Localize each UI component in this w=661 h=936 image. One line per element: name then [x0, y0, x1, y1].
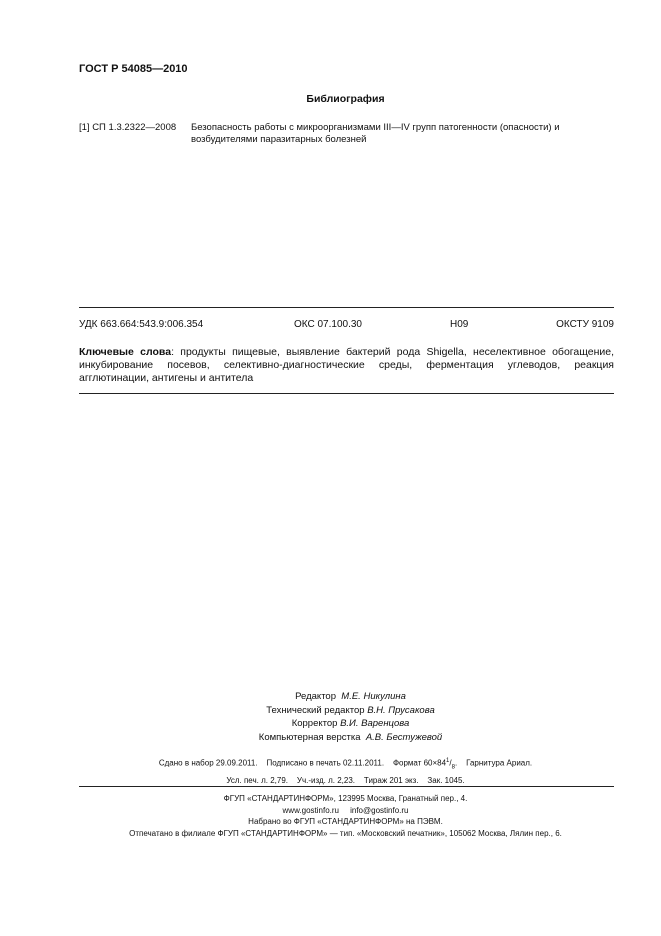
divider-print	[79, 786, 614, 787]
okstu-code: ОКСТУ 9109	[556, 319, 614, 330]
publisher-site-link[interactable]: www.gostinfo.ru	[282, 805, 339, 815]
publisher-block	[0, 793, 661, 839]
keywords-block	[79, 346, 614, 385]
bibliography-entry-ref: [1] СП 1.3.2322—2008	[79, 122, 177, 133]
credit-layout: Компьютерная верстка А.В. Бестужевой	[258, 731, 443, 743]
publisher-line-1: ФГУП «СТАНДАРТИНФОРМ», 123995 Москва, Гранатный пер., 4.	[223, 794, 468, 803]
print-line-2: Усл. печ. л. 2,79. Уч.-изд. л. 2,23. Тираж 201 экз. Зак. 1045.	[226, 776, 465, 786]
keywords-text: : продукты пищевые, выявление бактерий рода Shigella, неселективное обогащение, инкубирование посевов, селективно-диагностические среды, ферментация углеводов, реакция агглютинации, антигены и антитела	[79, 346, 614, 384]
publisher-email-link[interactable]: info@gostinfo.ru	[350, 805, 409, 815]
standard-code: ГОСТ Р 54085—2010	[79, 63, 188, 75]
print-info	[0, 755, 661, 787]
group-code: Н09	[450, 319, 469, 330]
credit-editor: Редактор М.Е. Никулина	[295, 691, 406, 702]
bibliography-title: Библиография	[306, 93, 385, 105]
bibliography-entry-text: Безопасность работы с микроорганизмами III—IV групп патогенности (опасности) и возбудителями паразитарных болезней	[191, 122, 560, 145]
divider-keywords	[79, 393, 614, 394]
divider-top	[79, 307, 614, 308]
publisher-line-2	[0, 805, 661, 817]
udk-code: УДК 663.664:543.9:006.354	[79, 319, 204, 330]
publisher-line-4: Отпечатано в филиале ФГУП «СТАНДАРТИНФОРМ» — тип. «Московский печатник», 105062 Москва, Лялин пер., 6.	[129, 828, 562, 838]
oks-code: ОКС 07.100.30	[294, 319, 362, 330]
keywords-label: Ключевые слова	[79, 346, 172, 358]
print-line-1: Сдано в набор 29.09.2011. Подписано в печать 02.11.2011. Формат $60\times 84^1/_8$. Гарнитура Ариал.	[158, 758, 533, 771]
publisher-line-3: Набрано во ФГУП «СТАНДАРТИНФОРМ» на ПЭВМ.	[248, 817, 443, 826]
credit-corrector: Корректор В.И. Варенцова	[291, 718, 410, 729]
credits-block	[0, 690, 661, 744]
credit-tech-editor: Технический редактор В.Н. Прусакова	[266, 704, 435, 716]
